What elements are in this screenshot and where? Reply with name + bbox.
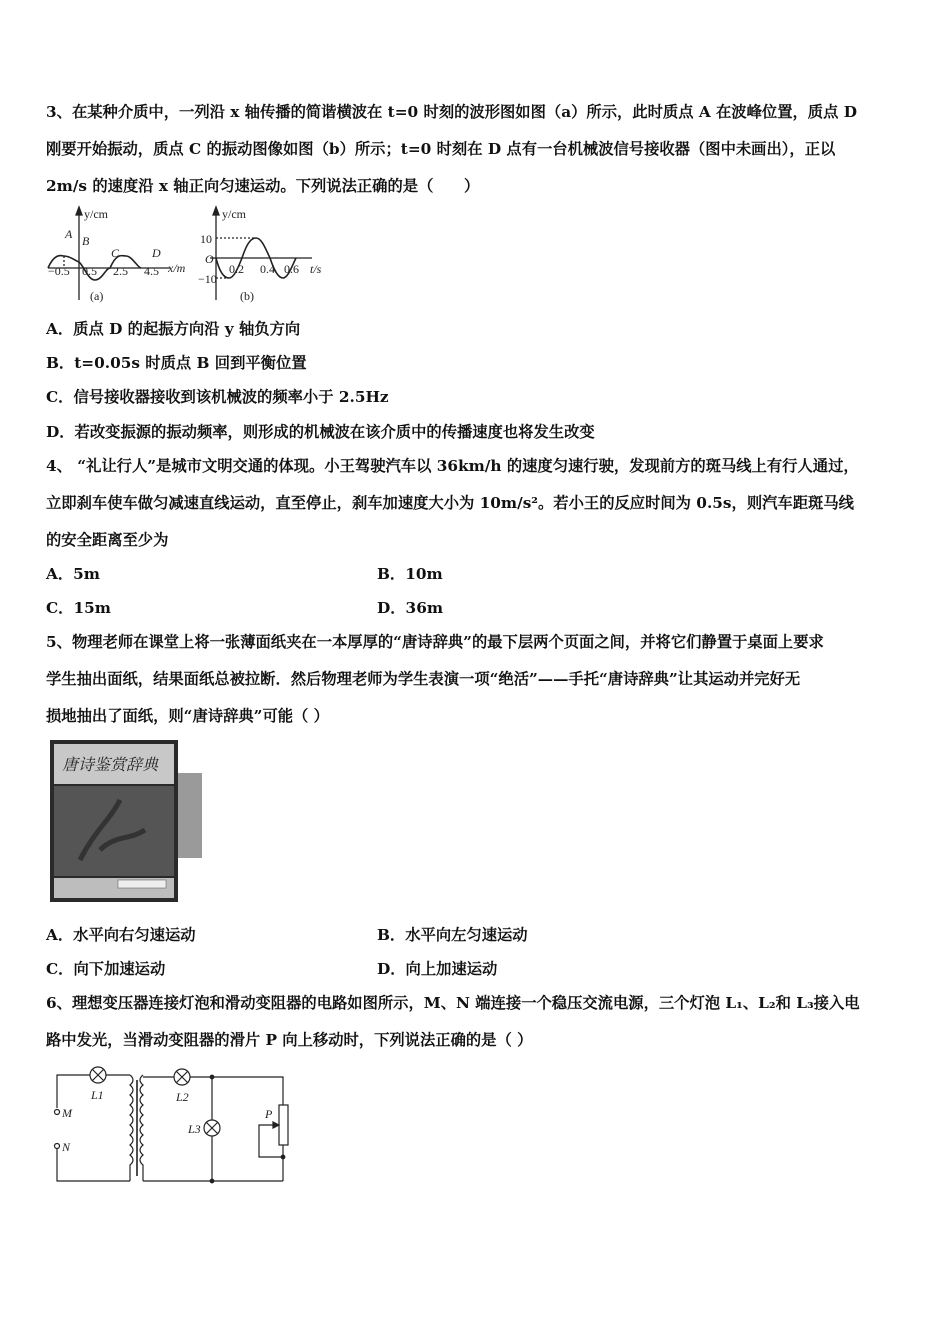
- q5-option-b: B．水平向左匀速运动: [377, 926, 528, 944]
- q6-line-2: 路中发光，当滑动变阻器的滑片 P 向上移动时，下列说法正确的是（ ）: [46, 1031, 533, 1049]
- rheostat: [279, 1105, 288, 1145]
- svg-text:C: C: [111, 246, 120, 260]
- svg-text:x/m: x/m: [168, 261, 186, 275]
- q4-option-c: C．15m: [46, 599, 111, 617]
- q3-option-c: C．信号接收器接收到该机械波的频率小于 2.5Hz: [46, 388, 389, 406]
- q5-option-a: A．水平向右匀速运动: [46, 926, 196, 944]
- svg-text:O: O: [205, 252, 214, 266]
- q4-line-2: 立即刹车使车做匀减速直线运动，直至停止，刹车加速度大小为 10m/s²。若小王的反应时间为 0.5s，则汽车距斑马线: [46, 494, 854, 512]
- svg-text:唐诗鉴赏辞典: 唐诗鉴赏辞典: [62, 757, 159, 774]
- svg-text:0.6: 0.6: [284, 262, 299, 276]
- svg-text:2.5: 2.5: [113, 264, 128, 278]
- q5-line-2: 学生抽出面纸，结果面纸总被拉断．然后物理老师为学生表演一项“绝活”——手托“唐诗辞典”让其运动并完好无: [46, 670, 801, 688]
- svg-text:N: N: [62, 1140, 71, 1154]
- primary-coil: [130, 1075, 133, 1181]
- q3-option-a: A．质点 D 的起振方向沿 y 轴负方向: [46, 320, 301, 338]
- q3-option-d: D．若改变振源的振动频率，则形成的机械波在该介质中的传播速度也将发生改变: [46, 423, 595, 441]
- wave-graph-a-labels: [48, 207, 186, 303]
- circuit-labels: [61, 1088, 273, 1154]
- svg-text:B: B: [82, 234, 90, 248]
- q4-line-1: 4、 “礼让行人”是城市文明交通的体现。小王驾驶汽车以 36km/h 的速度匀速行驶，发现前方的斑马线上有行人通过，: [46, 457, 859, 475]
- svg-text:P: P: [265, 1107, 273, 1121]
- q3-line-1: 3、在某种介质中，一列沿 x 轴传播的简谐横波在 t=0 时刻的波形图如图（a）所示，此时质点 A 在波峰位置，质点 D: [46, 103, 857, 121]
- svg-text:−0.5: −0.5: [48, 264, 70, 278]
- svg-text:A: A: [65, 227, 73, 241]
- svg-text:y/cm: y/cm: [84, 207, 108, 221]
- q5-option-c: C．向下加速运动: [46, 960, 166, 978]
- svg-text:M: M: [62, 1106, 72, 1120]
- svg-text:L2: L2: [176, 1090, 189, 1104]
- q4-option-b: B．10m: [377, 565, 443, 583]
- svg-text:(a): (a): [90, 289, 104, 303]
- svg-text:−10: −10: [198, 272, 217, 286]
- svg-text:0.5: 0.5: [82, 264, 97, 278]
- svg-text:(b): (b): [240, 289, 254, 303]
- q3-line-3: 2m/s 的速度沿 x 轴正向匀速运动。下列说法正确的是（ ）: [46, 177, 480, 195]
- q5-option-d: D．向上加速运动: [377, 960, 498, 978]
- svg-text:0.4: 0.4: [260, 262, 275, 276]
- svg-text:y/cm: y/cm: [222, 207, 246, 221]
- svg-text:0.2: 0.2: [229, 262, 244, 276]
- secondary-coil: [140, 1075, 143, 1181]
- q5-line-1: 5、物理老师在课堂上将一张薄面纸夹在一本厚厚的“唐诗辞典”的最下层两个页面之间，并将它们静置于桌面上要求: [46, 633, 824, 651]
- transformer-circuit: [55, 1067, 289, 1183]
- q4-option-a: A．5m: [46, 565, 100, 583]
- svg-text:t/s: t/s: [310, 262, 322, 276]
- book-image: [50, 740, 202, 902]
- q3-option-b: B．t=0.05s 时质点 B 回到平衡位置: [46, 354, 307, 372]
- q4-option-d: D．36m: [377, 599, 444, 617]
- q5-line-3: 损地抽出了面纸，则“唐诗辞典”可能（ ）: [46, 707, 329, 725]
- svg-text:L1: L1: [91, 1088, 104, 1102]
- svg-text:D: D: [152, 246, 161, 260]
- svg-text:4.5: 4.5: [144, 264, 159, 278]
- q6-line-1: 6、理想变压器连接灯泡和滑动变阻器的电路如图所示，M、N 端连接一个稳压交流电源，三个灯泡 L₁、L₂和 L₃接入电: [46, 994, 860, 1012]
- q4-line-3: 的安全距离至少为: [46, 531, 169, 549]
- svg-text:10: 10: [200, 232, 212, 246]
- svg-text:L3: L3: [188, 1122, 201, 1136]
- q3-line-2: 刚要开始振动，质点 C 的振动图像如图（b）所示；t=0 时刻在 D 点有一台机械波信号接收器（图中未画出），正以: [46, 140, 836, 158]
